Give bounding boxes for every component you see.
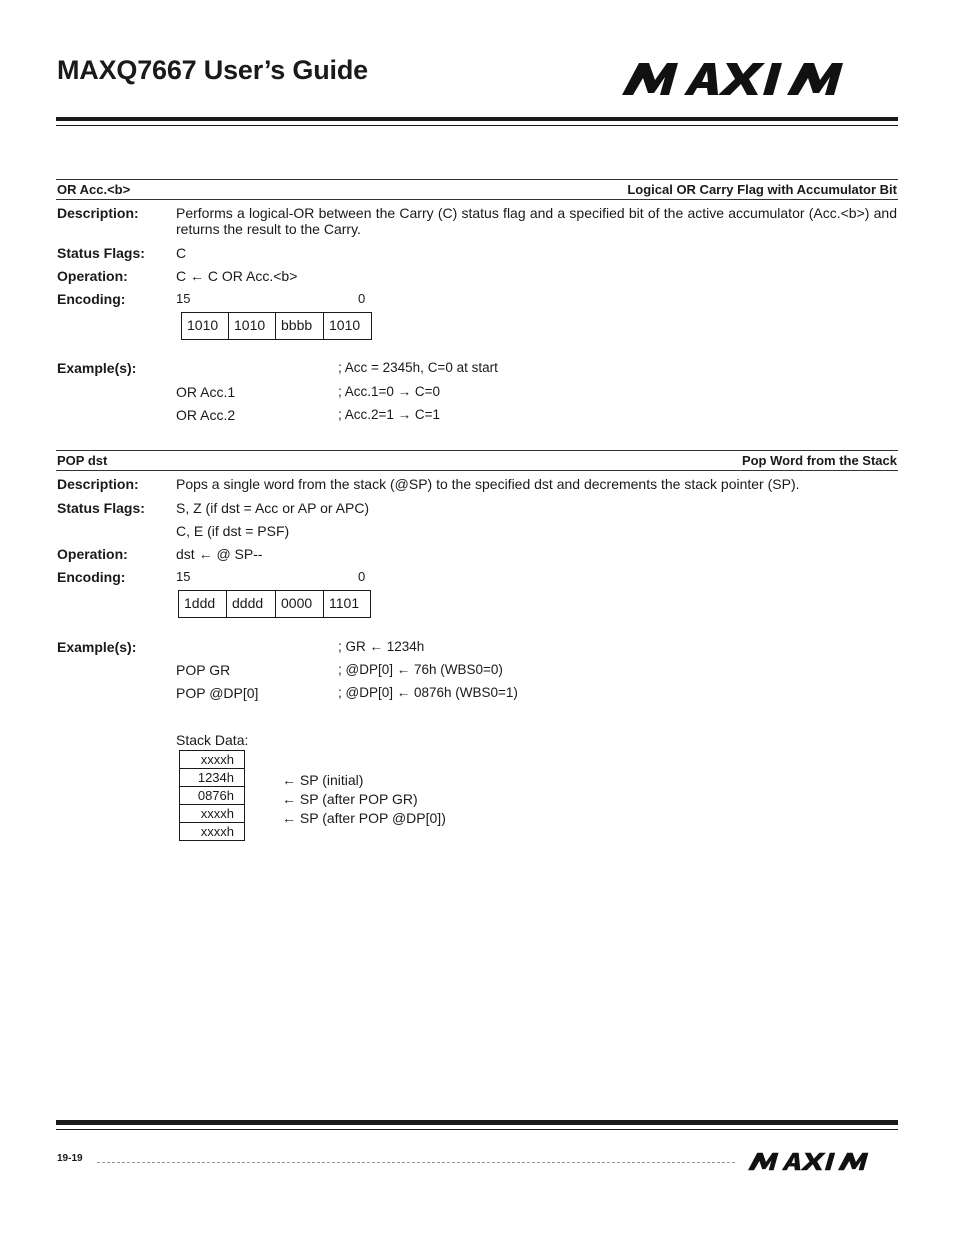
header-rule bbox=[56, 117, 898, 121]
status-flags-label: Status Flags: bbox=[57, 245, 145, 261]
instruction-heading: Pop Word from the Stack bbox=[741, 453, 897, 468]
description-label: Description: bbox=[57, 205, 139, 221]
example-comment: ; GR ← 1234h bbox=[338, 639, 425, 654]
operation-label: Operation: bbox=[57, 546, 128, 562]
instruction-mnemonic: OR Acc.<b> bbox=[57, 182, 131, 197]
example-comment: ; @DP[0] ← 76h (WBS0=0) bbox=[338, 662, 503, 677]
operation-value: C ← C OR Acc.<b> bbox=[176, 268, 298, 284]
stack-data-label: Stack Data: bbox=[176, 732, 249, 748]
instruction-heading: Logical OR Carry Flag with Accumulator Bit bbox=[627, 182, 897, 197]
description-label: Description: bbox=[57, 476, 139, 492]
description-text: Performs a logical-OR between the Carry (C) status flag and a specified bit of the active accumulator (Acc.<b>) and returns the result to the Carry. bbox=[176, 205, 897, 237]
operation-label: Operation: bbox=[57, 268, 128, 284]
stack-entry: xxxxh bbox=[200, 824, 234, 839]
example-code: POP GR bbox=[176, 662, 231, 678]
section-header-rule bbox=[56, 470, 898, 471]
example-comment: ; Acc.2=1 → C=1 bbox=[338, 407, 441, 422]
status-flags-value: C bbox=[176, 245, 187, 261]
encoding-msb: 15 bbox=[176, 291, 191, 306]
examples-label: Example(s): bbox=[57, 360, 137, 376]
footer-rule bbox=[56, 1120, 898, 1125]
section-top-rule bbox=[56, 179, 898, 180]
instruction-mnemonic: POP dst bbox=[57, 453, 108, 468]
encoding-cell: bbbb bbox=[276, 313, 324, 339]
section-top-rule bbox=[56, 450, 898, 451]
encoding-label: Encoding: bbox=[57, 291, 126, 307]
header-rule-thin bbox=[56, 125, 898, 126]
status-flags-value: S, Z (if dst = Acc or AP or APC) bbox=[176, 500, 370, 516]
stack-pointer-note: ← SP (initial) bbox=[282, 772, 364, 788]
status-flags-value: C, E (if dst = PSF) bbox=[176, 523, 290, 539]
stack-entry: xxxxh bbox=[180, 805, 244, 823]
encoding-cell: 1010 bbox=[182, 313, 229, 339]
encoding-cell: 1ddd bbox=[179, 591, 227, 617]
maxim-logo-footer bbox=[748, 1152, 894, 1171]
encoding-cell: dddd bbox=[227, 591, 276, 617]
encoding-table bbox=[178, 590, 371, 618]
stack-diagram bbox=[179, 750, 245, 841]
stack-pointer-note: ← SP (after POP GR) bbox=[282, 791, 418, 807]
operation-value: dst ← @ SP-- bbox=[176, 546, 263, 562]
encoding-cell: 1010 bbox=[329, 317, 361, 333]
footer-divider bbox=[97, 1162, 735, 1163]
footer-rule-thin bbox=[56, 1129, 898, 1130]
example-comment: ; Acc.1=0 → C=0 bbox=[338, 384, 441, 399]
stack-entry: 0876h bbox=[180, 787, 244, 805]
stack-entry: xxxxh bbox=[180, 751, 244, 769]
example-code: POP @DP[0] bbox=[176, 685, 259, 701]
section-header-rule bbox=[56, 199, 898, 200]
description-text: Pops a single word from the stack (@SP) to the specified dst and decrements the stack pointer (SP). bbox=[176, 476, 800, 492]
encoding-label: Encoding: bbox=[57, 569, 126, 585]
page-number: 19-19 bbox=[57, 1153, 83, 1164]
maxim-logo bbox=[622, 62, 890, 96]
encoding-cell: 1101 bbox=[329, 595, 360, 611]
stack-entry: 1234h bbox=[180, 769, 244, 787]
encoding-msb: 15 bbox=[176, 569, 191, 584]
document-title: MAXQ7667 User’s Guide bbox=[57, 55, 368, 85]
stack-pointer-note: ← SP (after POP @DP[0]) bbox=[282, 810, 446, 826]
examples-label: Example(s): bbox=[57, 639, 137, 655]
status-flags-label: Status Flags: bbox=[57, 500, 145, 516]
example-code: OR Acc.2 bbox=[176, 407, 236, 423]
encoding-table bbox=[181, 312, 372, 340]
encoding-lsb: 0 bbox=[358, 291, 366, 306]
encoding-cell: 0000 bbox=[276, 591, 324, 617]
example-comment: ; Acc = 2345h, C=0 at start bbox=[338, 360, 498, 375]
example-comment: ; @DP[0] ← 0876h (WBS0=1) bbox=[338, 685, 518, 700]
encoding-cell: 1010 bbox=[229, 313, 276, 339]
example-code: OR Acc.1 bbox=[176, 384, 236, 400]
encoding-lsb: 0 bbox=[358, 569, 366, 584]
